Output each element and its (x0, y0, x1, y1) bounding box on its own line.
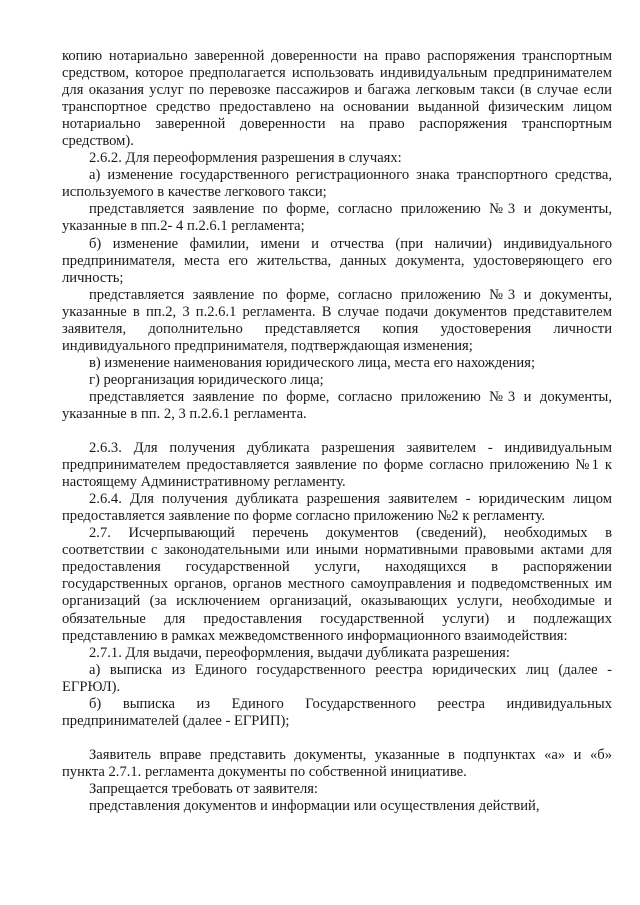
paragraph-2-7-1: 2.7.1. Для выдачи, переоформления, выдачи дубликата разрешения: (89, 644, 510, 661)
paragraph-2-6-3: 2.6.3. Для получения дубликата разрешения заявителем - индивидуальным предпринимателем предоставляется заявление по форме согласно приложению №1 к настоящему Административному регламенту. (62, 440, 612, 491)
paragraph-egrul: а) выписка из Единого государственного реестра юридических лиц (далее - ЕГРЮЛ). (62, 661, 612, 695)
paragraph-submission-1: представляется заявление по форме, согласно приложению №3 и документы, указанные в пп.2- 4 п.2.6.1 регламента; (62, 201, 612, 235)
paragraph-2-6-2: 2.6.2. Для переоформления разрешения в случаях: (89, 150, 402, 167)
paragraph-item-a: а) изменение государственного регистрационного знака транспортного средства, используемого в качестве легкового такси; (62, 167, 612, 201)
paragraph-item-g: г) реорганизация юридического лица; (89, 371, 324, 388)
paragraph-submission-3: представляется заявление по форме, согласно приложению №3 и документы, указанные в пп. 2, 3 п.2.6.1 регламента. (62, 388, 612, 422)
paragraph-spacer (62, 423, 612, 440)
paragraph-item-b: б) изменение фамилии, имени и отчества (при наличии) индивидуального предпринимателя, места его жительства, данных документа, удостоверяющего его личность; (62, 235, 612, 286)
paragraph-2-7: 2.7. Исчерпывающий перечень документов (сведений), необходимых в соответствии с законодательными или иными нормативными правовыми актами для предоставления государственной услуги, находящихся в распоряжении государственных органов, органов местного самоуправления и подведомственных им организаций (за исключением организаций, оказывающих услуги, необходимые и обязательные для предоставления государственной услуги) и подлежащих представлению в рамках межведомственного информационного взаимодействия: (62, 525, 612, 644)
paragraph-prohibited: Запрещается требовать от заявителя: (89, 780, 318, 797)
paragraph-requirement: представления документов и информации или осуществления действий, (89, 797, 540, 814)
paragraph-item-v: в) изменение наименования юридического лица, места его нахождения; (89, 354, 535, 371)
document-body (62, 48, 612, 815)
paragraph-continuation: копию нотариально заверенной доверенности на право распоряжения транспортным средством, которое предполагается использовать индивидуальным предпринимателем для оказания услуг по перевозке пассажиров и багажа легковым такси (в случае если транспортное средство предоставлено на основании выданной физическим лицом нотариально заверенной доверенности на право распоряжения транспортным средством). (62, 48, 612, 150)
paragraph-spacer (62, 730, 612, 747)
paragraph-applicant-right: Заявитель вправе представить документы, указанные в подпунктах «а» и «б» пункта 2.7.1. регламента документы по собственной инициативе. (62, 746, 612, 780)
paragraph-2-6-4: 2.6.4. Для получения дубликата разрешения заявителем - юридическим лицом предоставляется заявление по форме согласно приложению №2 к регламенту. (62, 491, 612, 525)
paragraph-submission-2: представляется заявление по форме, согласно приложению №3 и документы, указанные в пп.2, 3 п.2.6.1 регламента. В случае подачи документов представителем заявителя, дополнительно представляется копия удостоверения личности индивидуального предпринимателя, подтверждающая изменения; (62, 286, 612, 354)
paragraph-egrip: б) выписка из Единого Государственного реестра индивидуальных предпринимателей (далее - ЕГРИП); (62, 695, 612, 729)
